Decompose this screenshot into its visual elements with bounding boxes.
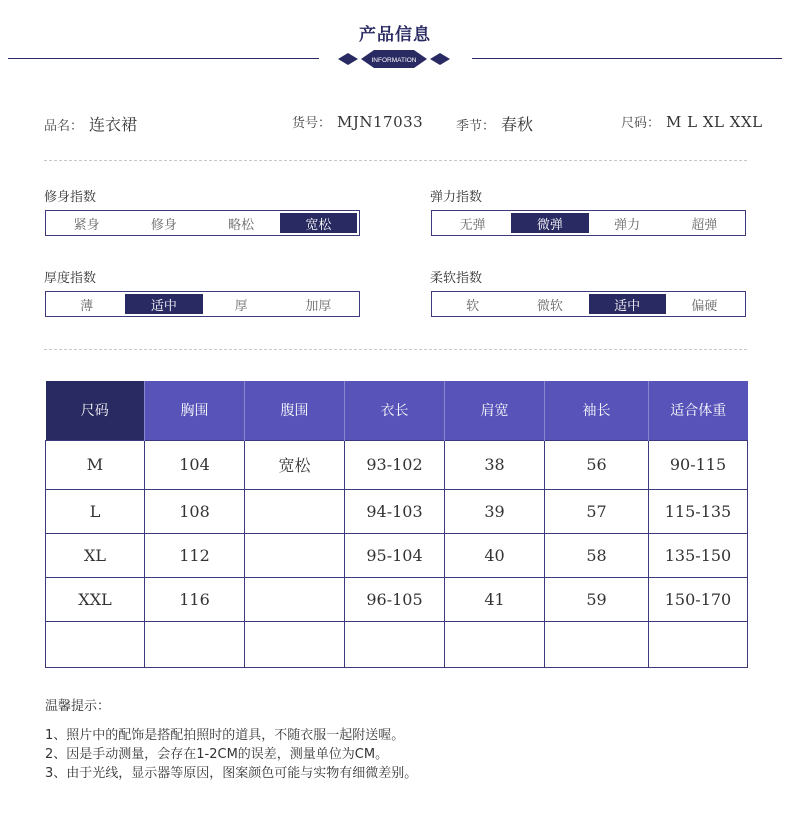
- table-cell: 56: [545, 440, 649, 489]
- softness-option: 适中: [589, 294, 666, 314]
- elasticity-option: 无弹: [459, 217, 486, 233]
- info-label: 季节：: [456, 119, 496, 134]
- info-label: 品名：: [44, 119, 84, 134]
- dashed-divider: [44, 160, 747, 161]
- table-header-row: [46, 381, 748, 440]
- size-table: [45, 381, 748, 668]
- table-cell: [245, 621, 345, 667]
- table-cell: M: [46, 440, 145, 489]
- header-weight: 适合体重: [649, 381, 748, 440]
- info-label: 货号：: [292, 116, 332, 131]
- information-badge: [334, 48, 454, 70]
- table-cell: 39: [445, 489, 545, 533]
- fit-option: 略松: [228, 217, 255, 233]
- fit-option: 宽松: [280, 213, 357, 233]
- notes-title: 温馨提示：: [45, 699, 111, 714]
- table-row: [46, 489, 748, 533]
- badge-label: INFORMATION: [371, 57, 417, 64]
- dashed-divider: [44, 349, 747, 350]
- elasticity-index-scale: [431, 210, 746, 236]
- note-line: 3、由于光线，显示器等原因，图案颜色可能与实物有细微差别。: [45, 766, 418, 781]
- table-cell: [445, 621, 545, 667]
- table-cell: 104: [145, 440, 245, 489]
- info-product-name: [44, 112, 137, 135]
- table-cell: 112: [145, 533, 245, 577]
- table-cell: 40: [445, 533, 545, 577]
- thickness-index-scale: [45, 291, 360, 317]
- thickness-option: 薄: [80, 298, 94, 314]
- elasticity-option: 微弹: [511, 213, 588, 233]
- table-cell: 58: [545, 533, 649, 577]
- notes-section: [45, 697, 417, 783]
- header-chest: 胸围: [145, 381, 245, 440]
- table-cell: 96-105: [345, 577, 445, 621]
- fit-option: 修身: [150, 217, 177, 233]
- table-cell: [46, 621, 145, 667]
- elasticity-option: 弹力: [614, 217, 641, 233]
- fit-index-title: 修身指数: [44, 190, 97, 205]
- table-cell: 93-102: [345, 440, 445, 489]
- table-row: [46, 577, 748, 621]
- table-cell: 90-115: [649, 440, 748, 489]
- note-line: 1、照片中的配饰是搭配拍照时的道具，不随衣服一起附送喔。: [45, 728, 405, 743]
- info-value: 春秋: [501, 115, 534, 134]
- table-cell: [245, 533, 345, 577]
- fit-option: 紧身: [73, 217, 100, 233]
- thickness-index-title: 厚度指数: [44, 271, 97, 286]
- table-cell: [245, 577, 345, 621]
- table-cell: [345, 621, 445, 667]
- header-shoulder: 肩宽: [445, 381, 545, 440]
- table-cell: [245, 489, 345, 533]
- fit-index-scale: [45, 210, 360, 236]
- header-length: 衣长: [345, 381, 445, 440]
- table-cell: 41: [445, 577, 545, 621]
- info-value: MJN17033: [337, 113, 424, 131]
- softness-option: 微软: [536, 298, 563, 314]
- table-cell: 95-104: [345, 533, 445, 577]
- elasticity-option: 超弹: [691, 217, 718, 233]
- table-cell: 宽松: [245, 440, 345, 489]
- softness-index-scale: [431, 291, 746, 317]
- page-title: 产品信息: [359, 25, 431, 45]
- info-season: [456, 112, 533, 135]
- table-cell: [145, 621, 245, 667]
- table-row: [46, 533, 748, 577]
- table-row: [46, 440, 748, 489]
- info-item-no: [292, 112, 423, 131]
- table-cell: XXL: [46, 577, 145, 621]
- header-sleeve: 袖长: [545, 381, 649, 440]
- table-cell: [545, 621, 649, 667]
- table-cell: 150-170: [649, 577, 748, 621]
- softness-option: 偏硬: [691, 298, 718, 314]
- thickness-option: 厚: [234, 298, 248, 314]
- header-divider-left: [8, 58, 319, 59]
- info-value: 连衣裙: [89, 115, 138, 134]
- table-cell: XL: [46, 533, 145, 577]
- softness-option: 软: [466, 298, 480, 314]
- table-cell: L: [46, 489, 145, 533]
- table-cell: 135-150: [649, 533, 748, 577]
- table-cell: 57: [545, 489, 649, 533]
- table-cell: 38: [445, 440, 545, 489]
- header-size: 尺码: [46, 381, 145, 440]
- info-sizes: [621, 112, 763, 131]
- softness-index-title: 柔软指数: [430, 271, 483, 286]
- info-value: M L XL XXL: [666, 113, 763, 131]
- table-cell: 59: [545, 577, 649, 621]
- note-line: 2、因是手动测量，会存在1-2CM的误差，测量单位为CM。: [45, 747, 389, 762]
- elasticity-index-title: 弹力指数: [430, 190, 483, 205]
- table-cell: 115-135: [649, 489, 748, 533]
- table-cell: 108: [145, 489, 245, 533]
- header-waist: 腹围: [245, 381, 345, 440]
- table-cell: [649, 621, 748, 667]
- thickness-option: 适中: [125, 294, 202, 314]
- table-cell: 116: [145, 577, 245, 621]
- header-divider-right: [472, 58, 782, 59]
- table-row-empty: [46, 621, 748, 667]
- table-cell: 94-103: [345, 489, 445, 533]
- thickness-option: 加厚: [305, 298, 332, 314]
- info-label: 尺码：: [621, 116, 661, 131]
